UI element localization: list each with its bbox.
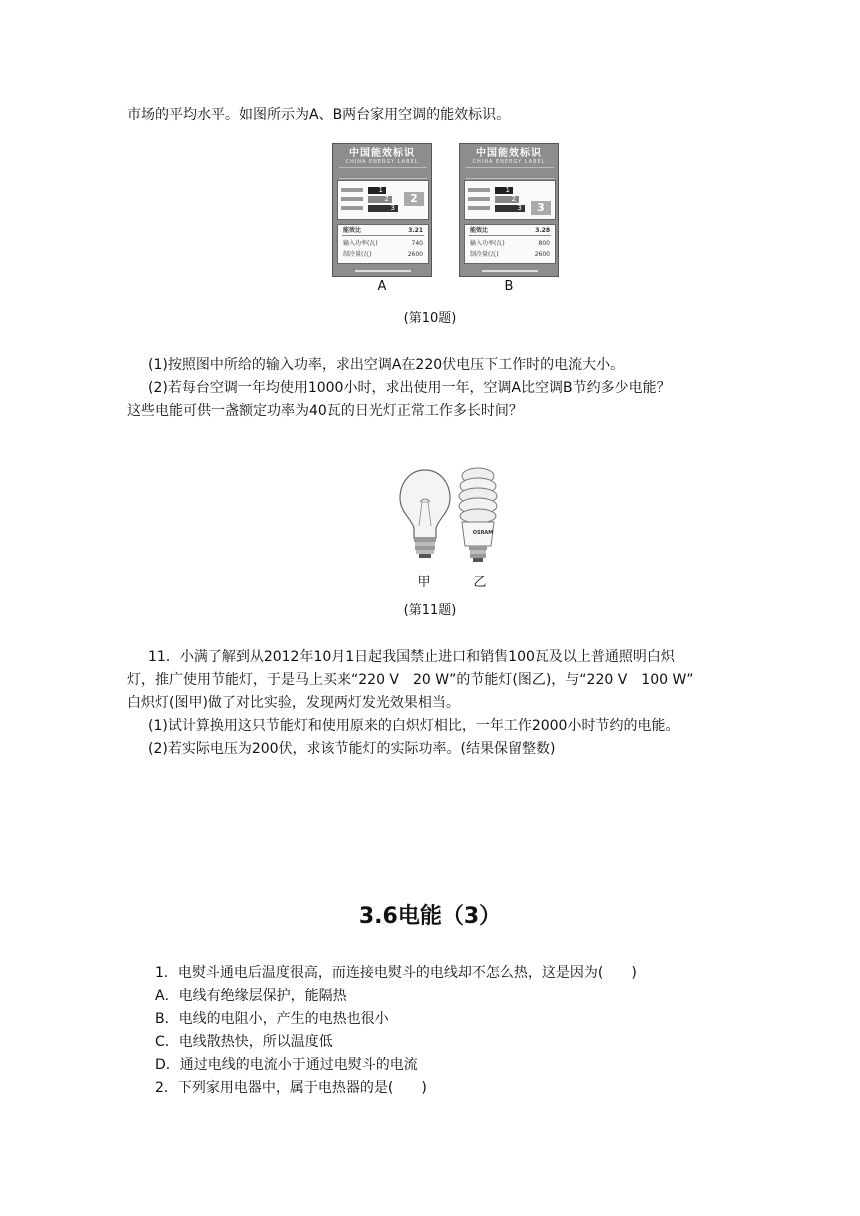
- energy-label-a: [332, 143, 432, 277]
- input-power-value: 800: [538, 240, 550, 247]
- spec-panel: [464, 224, 556, 264]
- bulb-label-right: 乙: [473, 575, 487, 590]
- label-a-letter: A: [377, 279, 387, 294]
- section-title: 3.6电能（3）: [358, 904, 502, 929]
- grade-tag: [468, 188, 490, 192]
- eer-label: 能效比: [470, 227, 489, 234]
- eer-label: 能效比: [343, 227, 362, 234]
- label-subheader: CHINA ENERGY LABEL: [345, 159, 419, 165]
- label-info-lines: [339, 167, 427, 179]
- bulb-brand: OSRAM: [472, 530, 494, 536]
- q10-part2-line1: (2)若每台空调一年均使用1000小时，求出使用一年，空调A比空调B节约多少电能？: [148, 380, 671, 396]
- grade-tag: [341, 188, 363, 192]
- q11-line3: 白炽灯(图甲)做了对比实验，发现两灯发光效果相当。: [127, 695, 460, 711]
- q11-line2: 灯，推广使用节能灯，于是马上买来“220 V 20 W”的节能灯(图乙)，与“220 V 100 W”: [127, 672, 694, 688]
- energy-label-b: [459, 143, 559, 277]
- incandescent-bulb-icon: [400, 470, 450, 558]
- label-header: 中国能效标识: [349, 148, 415, 159]
- s36-q1-option-d: D．通过电线的电流小于通过电熨斗的电流: [155, 1057, 418, 1073]
- label-footer: [333, 268, 431, 274]
- label-info-lines: [466, 167, 554, 179]
- grade-tag: [341, 197, 363, 201]
- s36-q1-option-a: A．电线有绝缘层保护，能隔热: [155, 988, 347, 1004]
- grade-tag: [468, 197, 490, 201]
- label-header: 中国能效标识: [476, 148, 542, 159]
- grade-bar-2: 2: [368, 196, 392, 203]
- grade-bar-1: 1: [495, 187, 513, 194]
- label-footer: [460, 268, 558, 274]
- grade-tag: [468, 206, 490, 210]
- eer-value: 3.21: [408, 227, 423, 234]
- grade-bar-3: 3: [368, 205, 398, 212]
- s36-q1-option-c: C．电线散热快，所以温度低: [155, 1034, 333, 1050]
- grade-tag: [341, 206, 363, 210]
- input-power-value: 740: [411, 240, 423, 247]
- grade-panel: [464, 180, 556, 220]
- q11-part2: (2)若实际电压为200伏，求该节能灯的实际功率。(结果保留整数): [148, 741, 556, 757]
- grade-indicator-arrow: 2: [404, 192, 424, 206]
- intro-line: 市场的平均水平。如图所示为A、B两台家用空调的能效标识。: [127, 107, 511, 123]
- cooling-value: 2600: [407, 251, 423, 258]
- grade-indicator-arrow: 3: [531, 201, 551, 215]
- energy-saving-bulb-icon: [459, 468, 497, 562]
- q10-part1: (1)按照图中所给的输入功率，求出空调A在220伏电压下工作时的电流大小。: [148, 357, 625, 373]
- input-power-label: 输入功率(瓦): [343, 240, 378, 247]
- cooling-label: 制冷量(瓦): [470, 251, 499, 258]
- s36-q1: 1．电熨斗通电后温度很高，而连接电熨斗的电线却不怎么热，这是因为( ): [155, 965, 637, 981]
- input-power-label: 输入功率(瓦): [470, 240, 505, 247]
- spec-panel: [337, 224, 429, 264]
- figure-10-caption: (第10题): [403, 311, 457, 326]
- s36-q2: 2．下列家用电器中，属于电热器的是( ): [155, 1080, 427, 1096]
- grade-bar-1: 1: [368, 187, 386, 194]
- bulbs-illustration: [395, 466, 505, 578]
- spec-divider: [469, 235, 551, 236]
- q11-part1: (1)试计算换用这只节能灯和使用原来的白炽灯相比，一年工作2000小时节约的电能。: [148, 718, 680, 734]
- grade-bar-2: 2: [495, 196, 519, 203]
- q11-line1: 11．小满了解到从2012年10月1日起我国禁止进口和销售100瓦及以上普通照明白炽: [148, 649, 675, 665]
- cooling-value: 2600: [534, 251, 550, 258]
- grade-panel: [337, 180, 429, 220]
- label-b-letter: B: [504, 279, 514, 294]
- cooling-label: 制冷量(瓦): [343, 251, 372, 258]
- bulb-label-left: 甲: [417, 575, 431, 590]
- grade-bar-3: 3: [495, 205, 525, 212]
- eer-value: 3.28: [535, 227, 550, 234]
- s36-q1-option-b: B．电线的电阻小，产生的电热也很小: [155, 1011, 389, 1027]
- q10-part2-line2: 这些电能可供一盏额定功率为40瓦的日光灯正常工作多长时间？: [127, 403, 523, 419]
- label-subheader: CHINA ENERGY LABEL: [472, 159, 546, 165]
- spec-divider: [342, 235, 424, 236]
- figure-11-caption: (第11题): [403, 603, 457, 618]
